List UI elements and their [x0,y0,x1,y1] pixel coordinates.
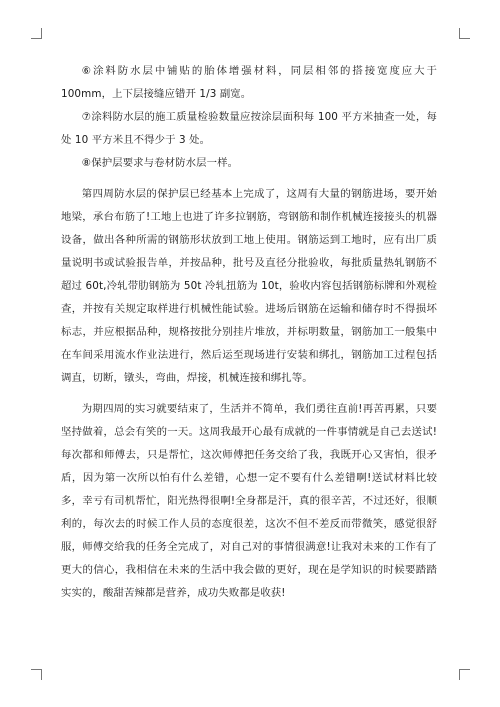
item-7-paragraph: ⑦涂料防水层的施工质量检验数量应按涂层面积每 100 平方米抽查一处，每处 10 平方米且不得少于 3 处。 [61,111,437,146]
corner-mark-bottom-left [31,669,42,680]
corner-mark-top-right [459,28,470,39]
conclusion-paragraph: 为期四周的实习就要结束了，生活并不简单，我们勇往直前!再苦再累，只要坚持做着，总会有笑的一天。这周我最开心最有成就的一件事情就是自己去送试!每次都和师傅去，只是帮忙，这次师傅把任务交给了我，我既开心又害怕，很矛盾，因为第一次所以怕有什么差错，心想一定不要有什么差错啊!送试材料比较多，幸亏有司机帮忙，阳光热得很啊!全身都是汗，真的很辛苦，不过还好，很顺利的，每次去的时候工作人员的态度很差，这次不但不差反而带微笑，感觉很舒服，师傅交给我的任务全完成了，对自己对的事情很满意!让我对未来的工作有了更大的信心，我相信在未来的生活中我会做的更好，现在是学知识的时候要踏踏实实的，酸甜苦辣都是营养，成功失败都是收获! [61,403,437,599]
week-four-paragraph: 第四周防水层的保护层已经基本上完成了，这周有大量的钢筋进场，要开始地梁，承台布筋了!工地上也进了许多拉钢筋，弯钢筋和制作机械连接接头的机器设备，做出各种所需的钢筋形状放到工地上使用。钢筋运到工地时，应有出厂质量说明书或试验报告单，并按品种，批号及直径分批验收，每批质量热轧钢筋不超过 60t,冷轧带肋钢筋为 50t 冷轧扭筋为 10t，验收内容包括钢筋标牌和外观检查，并按有关规定取样进行机械性能试验。进场后钢筋在运输和储存时不得损坏标志，并应根据品种，规格按批分别挂片堆放，并标明数量，钢筋加工一般集中在车间采用流水作业法进行，然后运至现场进行安装和绑扎，钢筋加工过程包括调直，切断，镦头，弯曲，焊接，机械连接和绑扎等。 [61,188,437,384]
corner-mark-top-left [31,28,42,39]
item-8-paragraph: ⑧保护层要求与卷材防水层一样。 [81,157,239,169]
corner-mark-bottom-right [459,669,470,680]
document-body [61,60,437,605]
item-6-paragraph: ⑥涂料防水层中铺贴的胎体增强材料，同层相邻的搭接宽度应大于 100mm，上下层接缝应错开 1/3 副宽。 [61,65,437,100]
